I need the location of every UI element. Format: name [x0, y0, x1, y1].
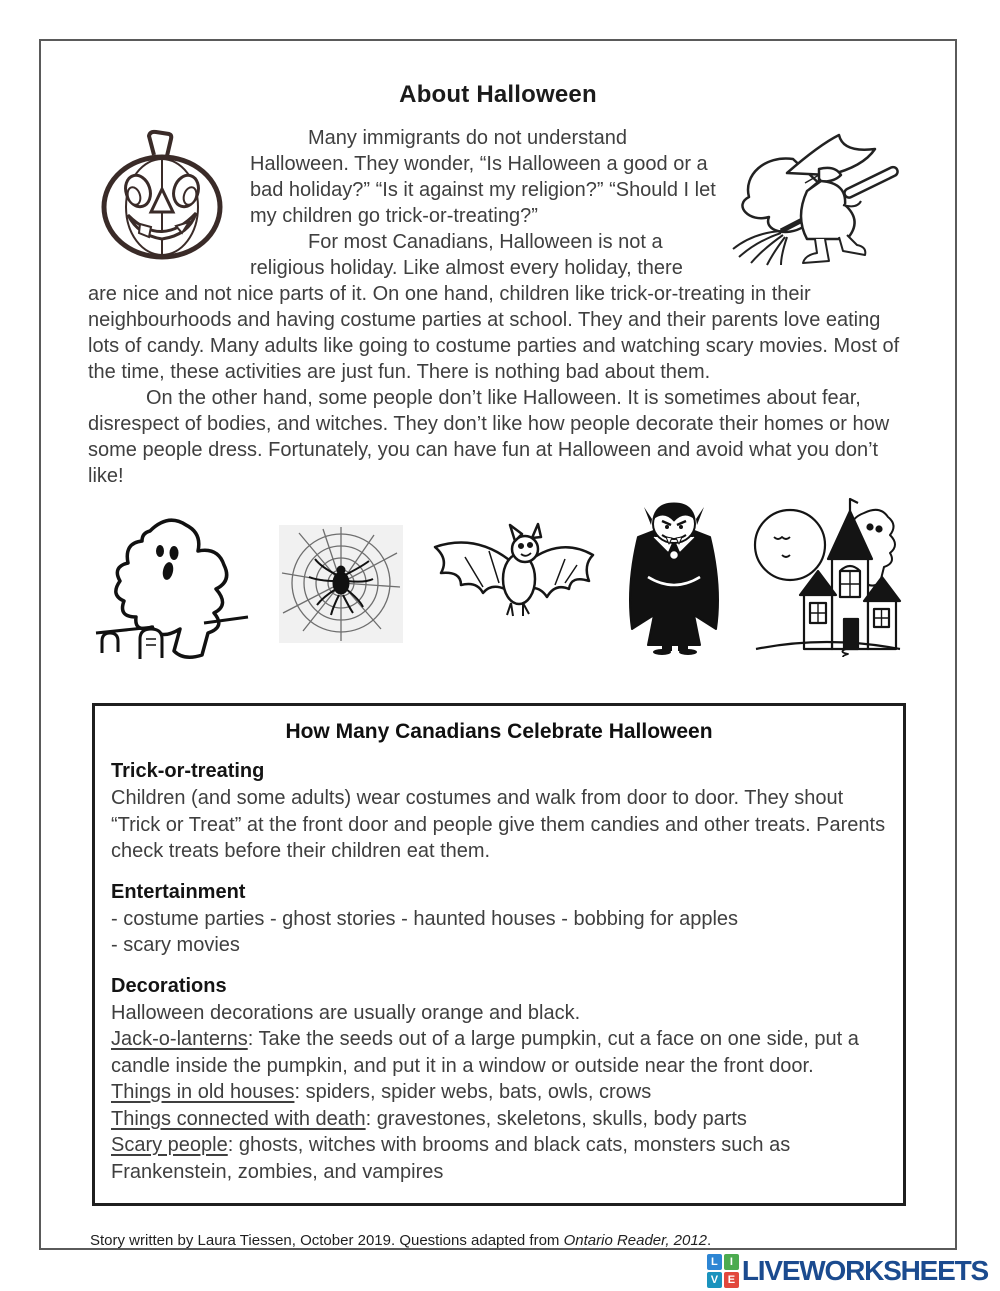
entertainment-line: - costume parties - ghost stories - haunted houses - bobbing for apples — [111, 907, 739, 930]
liveworksheets-logo[interactable] — [707, 1254, 988, 1288]
credit-text: Story written by Laura Tiessen, October 2019. Questions adapted from — [90, 1232, 564, 1249]
logo-tile-l: L — [707, 1254, 722, 1270]
jack-o-lantern-image — [88, 127, 238, 261]
liveworksheets-logo-icon — [707, 1254, 739, 1288]
clipart-row — [88, 497, 908, 675]
logo-tile-e: E — [724, 1272, 739, 1288]
decoration-item-old-houses — [111, 1079, 887, 1106]
section-heading-decorations: Decorations — [111, 974, 227, 997]
entertainment-line: - scary movies — [111, 934, 240, 956]
decoration-item-label: Things in old houses — [111, 1081, 295, 1103]
decoration-item-text: : gravestones, skeletons, skulls, body parts — [365, 1107, 747, 1130]
intro-section — [88, 125, 908, 489]
decoration-item-death — [111, 1106, 887, 1133]
info-box — [92, 703, 906, 1206]
section-body-trick-or-treating: Children (and some adults) wear costumes and walk from door to door. They shout “Trick or Treat” at the front door and people give them candies and other treats. Parents check treats before their children eat them. — [111, 787, 886, 862]
intro-paragraph-1: Many immigrants do not understand Halloween. They wonder, “Is Halloween a good or a bad holiday?” “Is it against my religion?” “Should I let my children go trick-or-treating?” — [250, 127, 716, 227]
story-credit — [90, 1232, 908, 1249]
bat-image — [425, 521, 601, 631]
logo-tile-v: V — [707, 1272, 722, 1288]
worksheet-page — [39, 39, 957, 1250]
decoration-item-scary-people — [111, 1132, 887, 1185]
witch-on-broom-image — [723, 125, 908, 267]
info-box-title: How Many Canadians Celebrate Halloween — [285, 720, 713, 743]
page-title: About Halloween — [399, 81, 597, 108]
decoration-item-text: : Take the seeds out of a large pumpkin, cut a face on one side, put a candle inside the pumpkin, and put it in a window or outside near the front door. — [111, 1028, 859, 1077]
section-heading-entertainment: Entertainment — [111, 880, 246, 903]
section-heading-trick-or-treating: Trick-or-treating — [111, 760, 265, 782]
decoration-item-label: Scary people — [111, 1134, 228, 1156]
decoration-item-text: : spiders, spider webs, bats, owls, crows — [294, 1081, 652, 1103]
intro-paragraph-3: On the other hand, some people don’t like Halloween. It is sometimes about fear, disrespect of bodies, and witches. They don’t like how people decorate their homes or how some people dress. Fortunately, you can have fun at Halloween and avoid what you don’t like! — [88, 387, 890, 487]
decorations-intro: Halloween decorations are usually orange and black. — [111, 1001, 581, 1024]
decoration-item-jack-o-lanterns — [111, 1026, 887, 1079]
haunted-house-image — [746, 497, 908, 657]
credit-source: Ontario Reader, 2012 — [563, 1232, 708, 1249]
intro-paragraph-2: For most Canadians, Halloween is not a religious holiday. Like almost every holiday, there are nice and not nice parts of it. On one hand, children like trick-or-treating in their neighbourhoods and having costume parties at school. They and their parents love eating lots of candy. Many adults like going to costume parties and watching scary movies. Most of the time, these activities are just fun. There is nothing bad about them. — [88, 231, 900, 383]
spider-web-image — [279, 525, 403, 643]
vampire-image — [624, 497, 724, 655]
decoration-item-label: Things connected with death — [111, 1107, 366, 1130]
decoration-item-text: : ghosts, witches with brooms and black cats, monsters such as Frankenstein, zombies, and vampires — [111, 1134, 791, 1183]
logo-tile-i: I — [724, 1254, 739, 1270]
credit-period: . — [707, 1232, 712, 1249]
decoration-item-label: Jack-o-lanterns — [111, 1028, 248, 1050]
ghost-with-gravestones-image — [88, 511, 256, 661]
liveworksheets-wordmark: LIVEWORKSHEETS — [741, 1255, 988, 1286]
